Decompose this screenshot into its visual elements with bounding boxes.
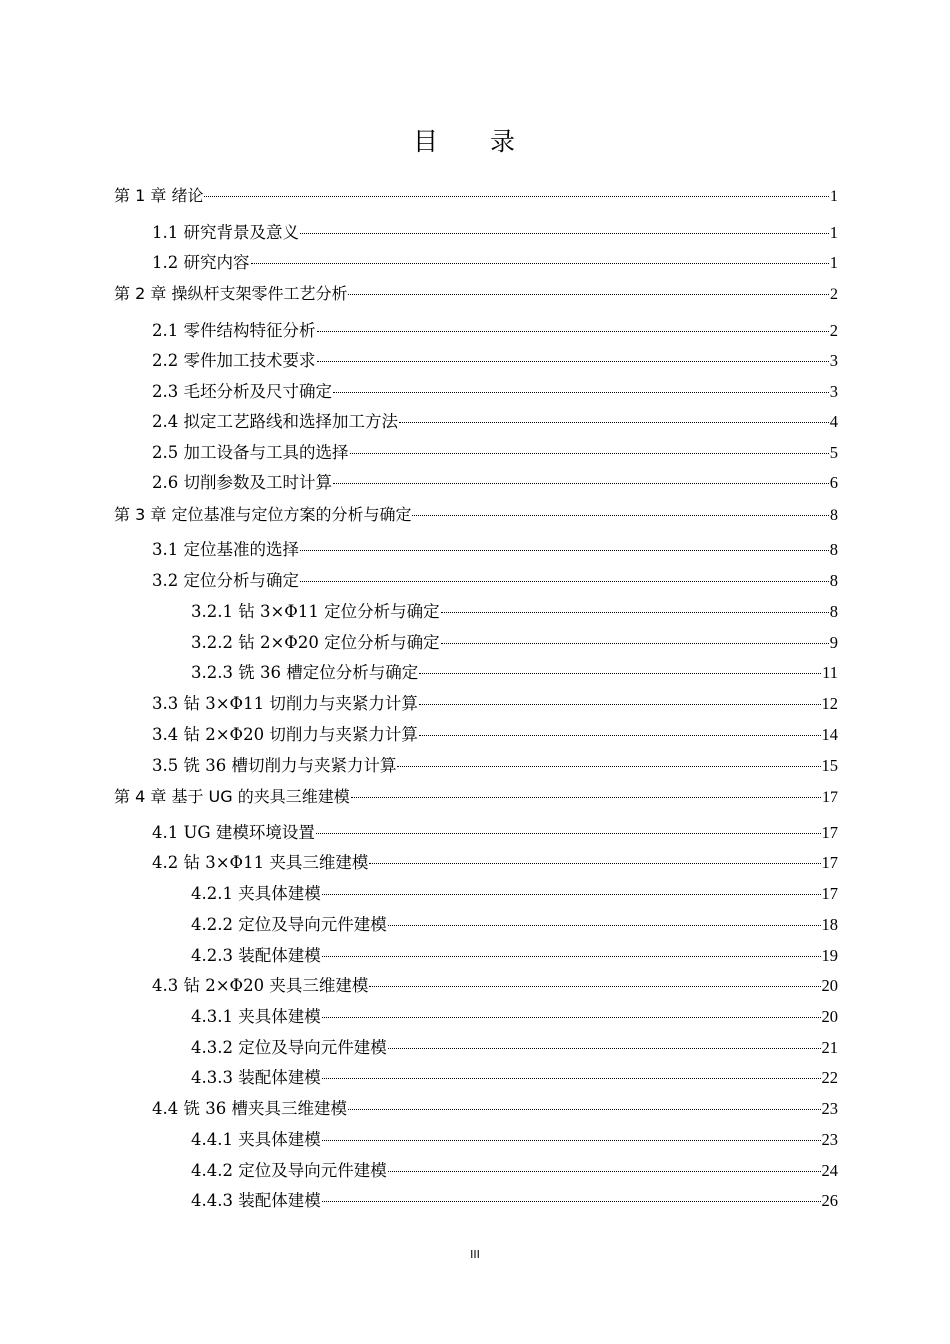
toc-entry-page: 11 (822, 663, 838, 682)
toc-entry-page: 8 (830, 507, 838, 524)
toc-section-entry[interactable] (152, 252, 838, 274)
dot-leader (322, 956, 821, 957)
toc-section-entry[interactable] (152, 539, 838, 561)
toc-section-entry[interactable] (191, 883, 838, 905)
dot-leader (388, 1171, 821, 1172)
toc-section-entry[interactable] (191, 1190, 838, 1212)
toc-entry-label: 4.3.2 定位及导向元件建模 (191, 1038, 387, 1057)
page-title: 目 录 (413, 127, 537, 156)
toc-entry-page: 22 (821, 1068, 838, 1087)
dot-leader (419, 704, 821, 705)
toc-section-entry[interactable] (191, 945, 838, 967)
dot-leader (300, 233, 829, 234)
toc-entry-page: 12 (821, 694, 838, 713)
toc-section-entry[interactable] (191, 601, 838, 623)
toc-entry-label: 4.4 铣 36 槽夹具三维建模 (152, 1099, 347, 1118)
dot-leader (441, 643, 829, 644)
dot-leader (369, 863, 820, 864)
toc-entry-label: 4.2.3 装配体建模 (191, 946, 321, 965)
toc-section-entry[interactable] (191, 1160, 838, 1182)
toc-section-entry[interactable] (191, 1067, 838, 1089)
toc-section-entry[interactable] (191, 914, 838, 936)
toc-section-entry[interactable] (191, 1006, 838, 1028)
dot-leader (322, 1201, 821, 1202)
dot-leader (369, 986, 820, 987)
dot-leader (333, 392, 829, 393)
toc-section-entry[interactable] (191, 632, 838, 654)
dot-leader (399, 422, 829, 423)
dot-leader (316, 833, 821, 834)
toc-entry-label: 3.1 定位基准的选择 (152, 540, 299, 559)
dot-leader (322, 894, 821, 895)
dot-leader (322, 1140, 821, 1141)
toc-section-entry[interactable] (152, 472, 838, 494)
toc-entry-label: 4.4.1 夹具体建模 (191, 1130, 321, 1149)
toc-entry-label: 4.1 UG 建模环境设置 (152, 823, 315, 842)
toc-entry-label: 1.1 研究背景及意义 (152, 223, 299, 242)
toc-entry-label: 3.2.1 钻 3×Φ11 定位分析与确定 (191, 602, 440, 621)
toc-section-entry[interactable] (152, 350, 838, 372)
dot-leader (204, 196, 829, 197)
toc-entry-page: 17 (822, 789, 838, 806)
toc-chapter-entry[interactable] (114, 504, 838, 527)
toc-entry-page: 6 (829, 473, 838, 492)
toc-entry-label: 第 3 章 定位基准与定位方案的分析与确定 (114, 505, 412, 524)
toc-entry-label: 3.2.3 铣 36 槽定位分析与确定 (191, 663, 419, 682)
toc-entry-page: 26 (821, 1191, 838, 1210)
toc-entry-label: 第 2 章 操纵杆支架零件工艺分析 (114, 284, 348, 303)
toc-section-entry[interactable] (152, 822, 838, 844)
toc-entry-page: 8 (829, 540, 838, 559)
toc-entry-label: 4.4.3 装配体建模 (191, 1191, 321, 1210)
page-number-footer: III (470, 1248, 480, 1261)
dot-leader (419, 735, 821, 736)
toc-entry-label: 3.2.2 钻 2×Φ20 定位分析与确定 (191, 633, 440, 652)
toc-entry-label: 3.5 铣 36 槽切削力与夹紧力计算 (152, 756, 397, 775)
toc-entry-page: 21 (821, 1038, 838, 1057)
toc-entry-page: 1 (829, 253, 838, 272)
toc-section-entry[interactable] (152, 975, 838, 997)
toc-entry-page: 19 (821, 946, 838, 965)
toc-entry-label: 3.3 钻 3×Φ11 切削力与夹紧力计算 (152, 694, 418, 713)
toc-section-entry[interactable] (152, 724, 838, 746)
toc-section-entry[interactable] (152, 320, 838, 342)
toc-entry-label: 4.2.1 夹具体建模 (191, 884, 321, 903)
toc-entry-page: 17 (821, 853, 838, 872)
dot-leader (317, 331, 829, 332)
dot-leader (300, 581, 829, 582)
toc-entry-page: 24 (821, 1161, 838, 1180)
dot-leader (412, 515, 829, 516)
toc-entry-label: 2.1 零件结构特征分析 (152, 321, 316, 340)
toc-entry-page: 2 (829, 321, 838, 340)
toc-entry-page: 23 (821, 1130, 838, 1149)
dot-leader (300, 550, 829, 551)
dot-leader (333, 483, 829, 484)
toc-section-entry[interactable] (191, 662, 838, 684)
toc-entry-label: 4.4.2 定位及导向元件建模 (191, 1161, 387, 1180)
toc-entry-label: 3.4 钻 2×Φ20 切削力与夹紧力计算 (152, 725, 418, 744)
toc-entry-label: 4.2.2 定位及导向元件建模 (191, 915, 387, 934)
toc-section-entry[interactable] (152, 442, 838, 464)
dot-leader (322, 1078, 821, 1079)
toc-entry-label: 3.2 定位分析与确定 (152, 571, 299, 590)
toc-entry-label: 2.6 切削参数及工时计算 (152, 473, 332, 492)
toc-section-entry[interactable] (191, 1129, 838, 1151)
toc-entry-page: 18 (821, 915, 838, 934)
toc-entry-page: 23 (821, 1099, 838, 1118)
dot-leader (348, 1109, 821, 1110)
toc-entry-page: 20 (821, 976, 838, 995)
dot-leader (419, 673, 821, 674)
dot-leader (317, 361, 829, 362)
dot-leader (348, 294, 829, 295)
toc-entry-page: 9 (829, 633, 838, 652)
toc-section-entry[interactable] (191, 1037, 838, 1059)
toc-entry-label: 2.2 零件加工技术要求 (152, 351, 316, 370)
toc-section-entry[interactable] (152, 570, 838, 592)
toc-entry-label: 2.5 加工设备与工具的选择 (152, 443, 349, 462)
toc-entry-label: 4.2 钻 3×Φ11 夹具三维建模 (152, 853, 369, 872)
toc-section-entry[interactable] (152, 852, 838, 874)
toc-entry-page: 8 (829, 571, 838, 590)
toc-entry-page: 20 (821, 1007, 838, 1026)
toc-entry-label: 1.2 研究内容 (152, 253, 250, 272)
toc-entry-page: 17 (821, 823, 838, 842)
dot-leader (350, 453, 829, 454)
dot-leader (351, 797, 821, 798)
dot-leader (251, 263, 829, 264)
toc-section-entry[interactable] (152, 755, 838, 777)
toc-entry-label: 2.4 拟定工艺路线和选择加工方法 (152, 412, 398, 431)
dot-leader (388, 925, 821, 926)
toc-entry-page: 3 (829, 382, 838, 401)
toc-entry-page: 15 (821, 756, 838, 775)
toc-section-entry[interactable] (152, 693, 838, 715)
toc-entry-page: 5 (829, 443, 838, 462)
toc-entry-label: 2.3 毛坯分析及尺寸确定 (152, 382, 332, 401)
toc-entry-label: 4.3.1 夹具体建模 (191, 1007, 321, 1026)
toc-entry-page: 17 (821, 884, 838, 903)
toc-section-entry[interactable] (152, 411, 838, 433)
toc-entry-page: 14 (821, 725, 838, 744)
toc-entry-label: 第 4 章 基于 UG 的夹具三维建模 (114, 787, 350, 806)
toc-chapter-entry[interactable] (114, 185, 838, 208)
toc-chapter-entry[interactable] (114, 786, 838, 809)
toc-entry-page: 4 (829, 412, 838, 431)
toc-entry-label: 4.3.3 装配体建模 (191, 1068, 321, 1087)
toc-entry-label: 第 1 章 绪论 (114, 186, 204, 205)
toc-entry-page: 1 (829, 223, 838, 242)
toc-entry-page: 3 (829, 351, 838, 370)
dot-leader (441, 612, 829, 613)
toc-entry-page: 1 (830, 188, 838, 205)
toc-section-entry[interactable] (152, 222, 838, 244)
toc-section-entry[interactable] (152, 381, 838, 403)
toc-entry-page: 8 (829, 602, 838, 621)
toc-entry-page: 2 (830, 286, 838, 303)
dot-leader (388, 1048, 821, 1049)
dot-leader (322, 1017, 821, 1018)
toc-entry-label: 4.3 钻 2×Φ20 夹具三维建模 (152, 976, 369, 995)
toc-section-entry[interactable] (152, 1098, 838, 1120)
toc-chapter-entry[interactable] (114, 283, 838, 306)
dot-leader (397, 766, 820, 767)
